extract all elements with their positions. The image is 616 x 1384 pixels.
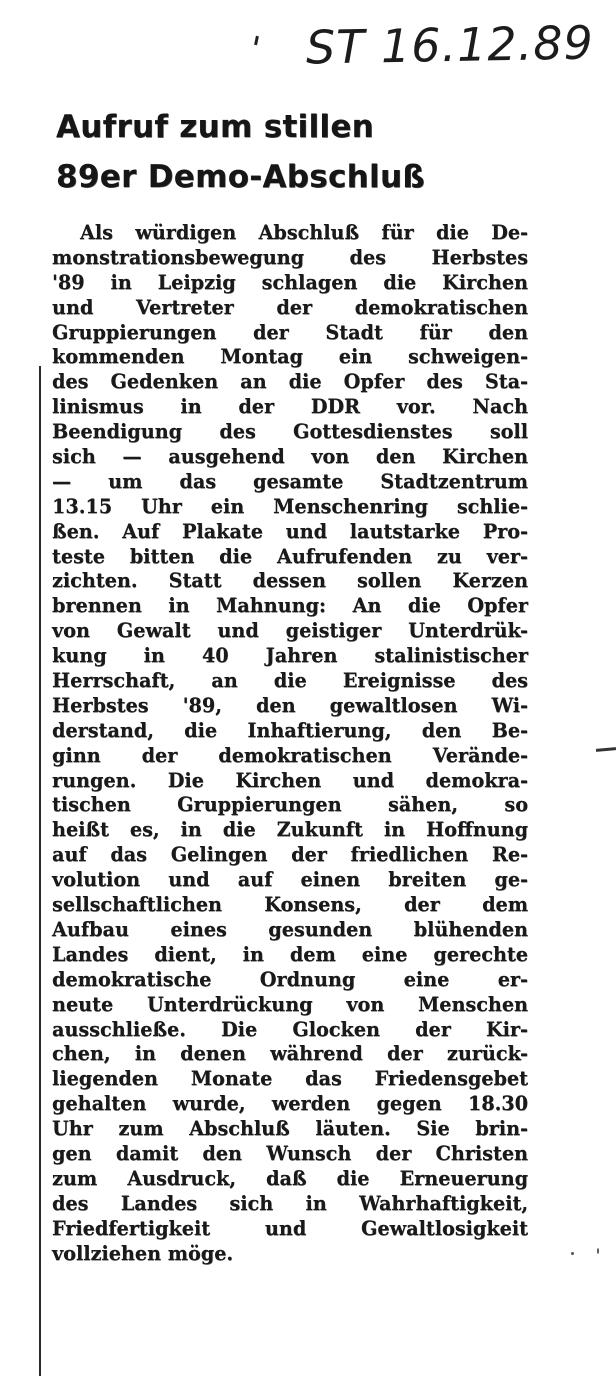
- scan-speck: [597, 1248, 599, 1254]
- article-line: zichten. Statt dessen sollen Kerzen: [52, 569, 528, 593]
- article-line: ausschließe. Die Glocken der Kir-: [52, 1017, 528, 1041]
- article-body: [52, 221, 528, 1266]
- article-line: vollziehen möge.: [52, 1241, 234, 1265]
- article-line: zum Ausdruck, daß die Erneuerung: [52, 1166, 528, 1190]
- article-line: Gruppierungen der Stadt für den: [52, 320, 528, 344]
- headline-line-1: Aufruf zum stillen: [56, 109, 375, 145]
- article-line: linismus in der DDR vor. Nach: [52, 395, 528, 419]
- article-line: tischen Gruppierungen sähen, so: [52, 793, 528, 817]
- article-line: auf das Gelingen der friedlichen Re-: [52, 843, 528, 867]
- article-line: Landes dient, in dem eine gerechte: [52, 942, 528, 966]
- article-line: Uhr zum Abschluß läuten. Sie brin-: [52, 1117, 528, 1141]
- article-line: Beendigung des Gottesdienstes soll: [52, 420, 528, 444]
- article-line: Herrschaft, an die Ereignisse des: [52, 669, 528, 693]
- article-line: teste bitten die Aufrufenden zu ver-: [52, 544, 528, 568]
- article-line: ginn der demokratischen Verände-: [52, 743, 528, 767]
- article-line: Aufbau eines gesunden blühenden: [52, 917, 528, 941]
- article-line: heißt es, in die Zukunft in Hoffnung: [52, 818, 528, 842]
- article-line: und Vertreter der demokratischen: [52, 295, 528, 319]
- article-line: gehalten wurde, werden gegen 18.30: [52, 1092, 528, 1116]
- article-line: kommenden Montag ein schweigen-: [52, 345, 528, 369]
- article-line: kung in 40 Jahren stalinistischer: [52, 644, 528, 668]
- article-line: neute Unterdrückung von Menschen: [52, 992, 528, 1016]
- article-line: Als würdigen Abschluß für die De-: [80, 221, 528, 244]
- margin-mark: [596, 747, 616, 752]
- article-line: chen, in denen während der zurück-: [52, 1042, 528, 1066]
- article-line: Friedfertigkeit und Gewaltlosigkeit: [52, 1216, 528, 1240]
- handwritten-date-note: ST 16.12.89: [305, 15, 595, 75]
- article-line: ßen. Auf Plakate und lautstarke Pro-: [52, 519, 528, 543]
- article-line: derstand, die Inhaftierung, den Be-: [52, 718, 528, 742]
- article-line: sich — ausgehend von den Kirchen: [52, 445, 528, 469]
- headline: [56, 102, 425, 202]
- article-line: Herbstes '89, den gewaltlosen Wi-: [52, 693, 528, 717]
- scan-speck: [571, 1252, 574, 1255]
- article-line: 13.15 Uhr ein Menschenring schlie-: [52, 494, 528, 518]
- article-line: — um das gesamte Stadtzentrum: [52, 469, 528, 493]
- headline-line-2: 89er Demo-Abschluß: [56, 159, 425, 195]
- column-rule: [39, 366, 41, 1376]
- article-line: gen damit den Wunsch der Christen: [52, 1141, 528, 1165]
- article-line: monstrationsbewegung des Herbstes: [52, 245, 528, 269]
- article-line: demokratische Ordnung eine er-: [52, 967, 528, 991]
- article-line: des Gedenken an die Opfer des Sta-: [52, 370, 528, 394]
- article-line: brennen in Mahnung: An die Opfer: [52, 594, 528, 618]
- article-line: rungen. Die Kirchen und demokra-: [52, 768, 528, 792]
- article-line: '89 in Leipzig schlagen die Kirchen: [52, 270, 528, 294]
- article-line: des Landes sich in Wahrhaftigkeit,: [52, 1191, 528, 1215]
- article-line: liegenden Monate das Friedensgebet: [52, 1067, 528, 1091]
- ink-mark: [254, 36, 259, 45]
- article-line: volution und auf einen breiten ge-: [52, 868, 528, 892]
- article-line: sellschaftlichen Konsens, der dem: [52, 893, 528, 917]
- article-line: von Gewalt und geistiger Unterdrük-: [52, 619, 528, 643]
